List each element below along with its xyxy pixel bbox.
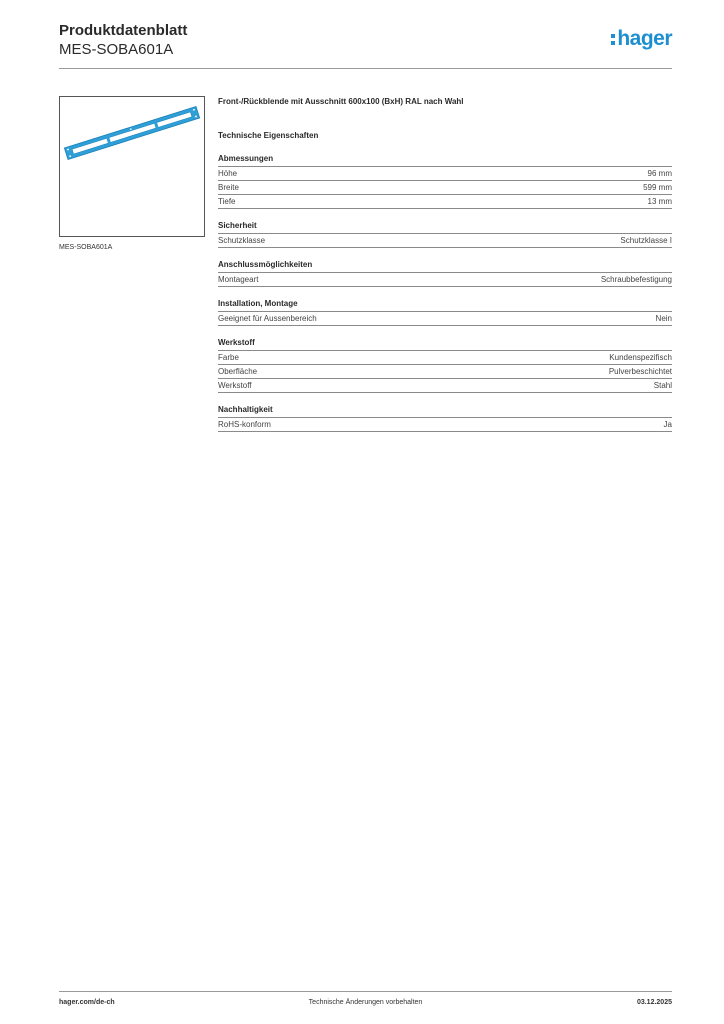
product-details <box>218 96 672 432</box>
section-werkstoff <box>218 337 672 393</box>
property-row <box>218 167 672 181</box>
section-title: Abmessungen <box>218 153 672 167</box>
technical-properties-heading: Technische Eigenschaften <box>218 131 319 140</box>
property-value: Stahl <box>653 381 672 390</box>
property-row <box>218 418 672 432</box>
footer-notice: Technische Änderungen vorbehalten <box>308 999 423 1006</box>
product-image <box>59 96 205 237</box>
section-sicherheit <box>218 220 672 248</box>
property-label: RoHS-konform <box>218 420 271 429</box>
property-row <box>218 365 672 379</box>
property-label: Oberfläche <box>218 367 258 376</box>
property-label: Schutzklasse <box>218 236 266 245</box>
section-title: Anschlussmöglichkeiten <box>218 259 672 273</box>
property-value: Kundenspezifisch <box>609 353 672 362</box>
property-row <box>218 379 672 393</box>
footer-website: hager.com/de-ch <box>59 999 115 1006</box>
header-divider <box>59 68 672 69</box>
property-label: Geeignet für Aussenbereich <box>218 314 317 323</box>
property-row <box>218 312 672 326</box>
section-anschlussmoeglichkeiten <box>218 259 672 287</box>
page-header <box>59 22 672 68</box>
property-value: 13 mm <box>647 197 672 206</box>
section-abmessungen <box>218 153 672 209</box>
property-value: 599 mm <box>643 183 672 192</box>
footer-divider <box>59 991 672 992</box>
product-description: Front-/Rückblende mit Ausschnitt 600x100 (BxH) RAL nach Wahl <box>218 97 464 106</box>
property-label: Farbe <box>218 353 239 362</box>
image-caption: MES-SOBA601A <box>59 244 113 251</box>
property-label: Tiefe <box>218 197 236 206</box>
document-title: Produktdatenblatt <box>59 22 188 39</box>
section-title: Werkstoff <box>218 337 672 351</box>
property-row <box>218 195 672 209</box>
property-value: Ja <box>663 420 672 429</box>
property-label: Montageart <box>218 275 259 284</box>
section-nachhaltigkeit <box>218 404 672 432</box>
property-row <box>218 181 672 195</box>
property-row <box>218 273 672 287</box>
property-row <box>218 234 672 248</box>
property-label: Höhe <box>218 169 238 178</box>
front-panel-illustration <box>60 97 204 236</box>
property-label: Werkstoff <box>218 381 252 390</box>
section-installation-montage <box>218 298 672 326</box>
property-row <box>218 351 672 365</box>
property-value: Nein <box>655 314 672 323</box>
property-value: Pulverbeschichtet <box>608 367 672 376</box>
logo-text: hager <box>617 27 672 50</box>
property-value: Schutzklasse I <box>620 236 672 245</box>
hager-logo <box>611 28 672 50</box>
footer-date: 03.12.2025 <box>636 999 672 1006</box>
property-value: 96 mm <box>647 169 672 178</box>
section-title: Sicherheit <box>218 220 672 234</box>
section-title: Nachhaltigkeit <box>218 404 672 418</box>
document-subtitle: MES-SOBA601A <box>59 41 174 58</box>
section-title: Installation, Montage <box>218 298 672 312</box>
property-value: Schraubbefestigung <box>600 275 672 284</box>
logo-dots-icon <box>611 34 615 45</box>
property-label: Breite <box>218 183 239 192</box>
